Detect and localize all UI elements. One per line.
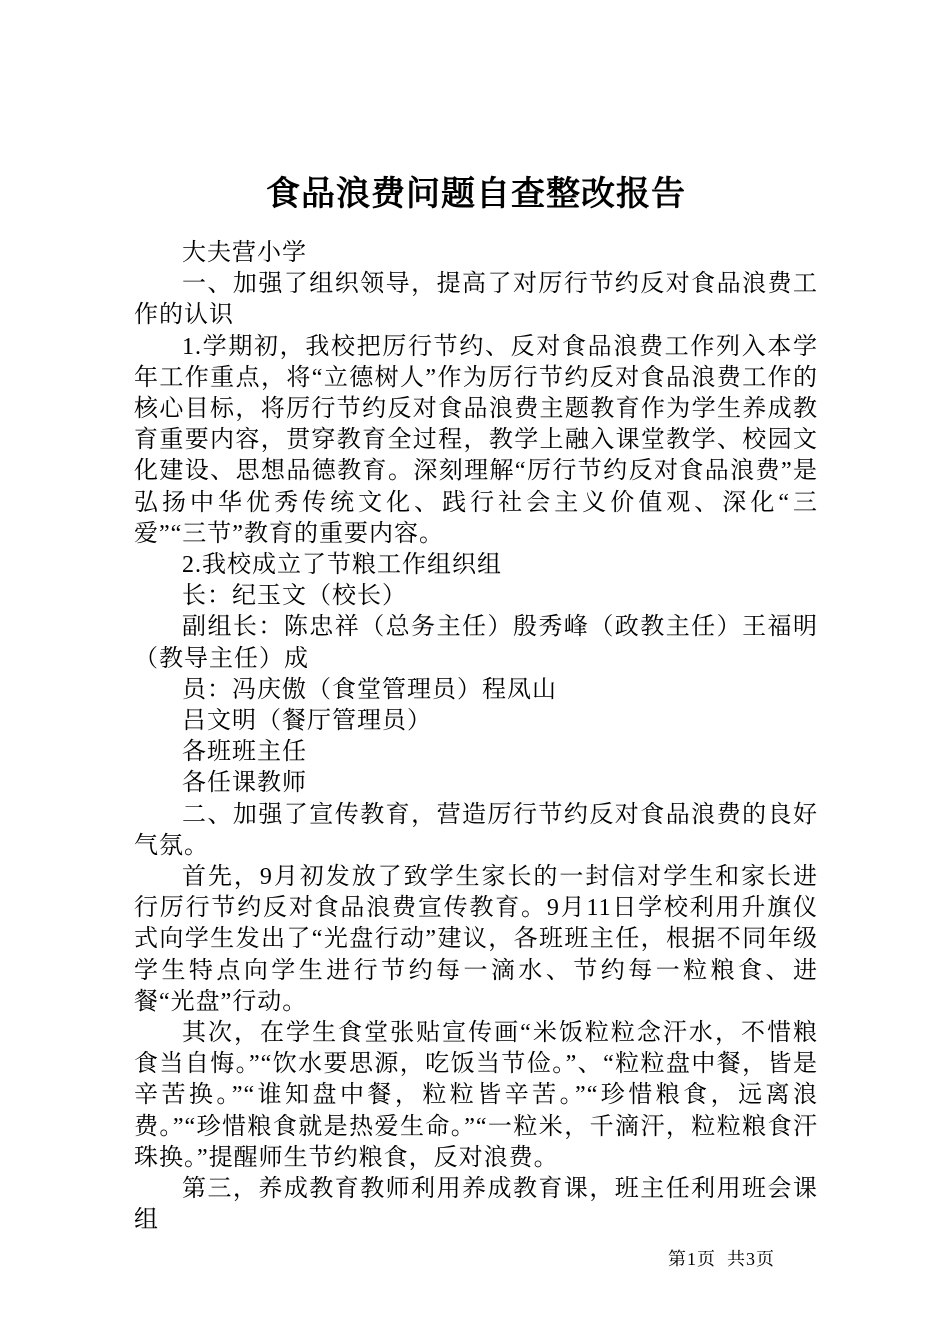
paragraph: 各班班主任 <box>182 739 307 766</box>
paragraph: 各任课教师 <box>182 770 307 797</box>
paragraph: 吕文明（餐厅管理员） <box>182 708 432 735</box>
paragraph: 大夫营小学 <box>182 240 307 266</box>
document-body <box>134 172 818 1237</box>
page-number: 第1页 共3页 <box>668 1249 775 1269</box>
document-title: 食品浪费问题自查整改报告 <box>266 176 686 213</box>
page-footer <box>646 1224 775 1292</box>
paragraph: 长：纪玉文（校长） <box>182 583 407 610</box>
paragraph: 二、加强了宣传教育，营造厉行节约反对食品浪费的良好气氛。 <box>134 801 818 859</box>
paragraph: 员：冯庆傲（食堂管理员）程凤山 <box>182 676 557 703</box>
paragraph: 副组长：陈忠祥（总务主任）殷秀峰（政教主任）王福明（教导主任）成 <box>134 614 818 672</box>
paragraph: 1.学期初，我校把厉行节约、反对食品浪费工作列入本学年工作重点，将“立德树人”作为厉行节约反对食品浪费工作的核心目标，将厉行节约反对食品浪费主题教育作为学生养成教育重要内容，贯穿教育全过程，教学上融入课堂教学、校园文化建设、思想品德教育。深刻理解“厉行节约反对食品浪费”是弘扬中华优秀传统文化、践行社会主义价值观、深化“三爱”“三节”教育的重要内容。 <box>134 333 818 547</box>
paragraph-container <box>134 238 818 1237</box>
paragraph: 一、加强了组织领导，提高了对厉行节约反对食品浪费工作的认识 <box>134 271 818 329</box>
paragraph: 其次，在学生食堂张贴宣传画“米饭粒粒念汗水，不惜粮食当自悔。”“饮水要思源，吃饭当节俭。”、“粒粒盘中餐，皆是辛苦换。”“谁知盘中餐，粒粒皆辛苦。”“珍惜粮食，远离浪费。”“珍惜粮食就是热爱生命。”“一粒米，千滴汗，粒粒粮食汗珠换。”提醒师生节约粮食，反对浪费。 <box>134 1020 818 1171</box>
paragraph: 2.我校成立了节粮工作组织组 <box>182 552 502 579</box>
paragraph: 第三，养成教育教师利用养成教育课，班主任利用班会课组 <box>134 1176 818 1234</box>
paragraph: 首先，9月初发放了致学生家长的一封信对学生和家长进行厉行节约反对食品浪费宣传教育。9月11日学校利用升旗仪式向学生发出了“光盘行动”建议，各班班主任，根据不同年级学生特点向学生进行节约每一滴水、节约每一粒粮食、进餐“光盘”行动。 <box>134 864 818 1015</box>
